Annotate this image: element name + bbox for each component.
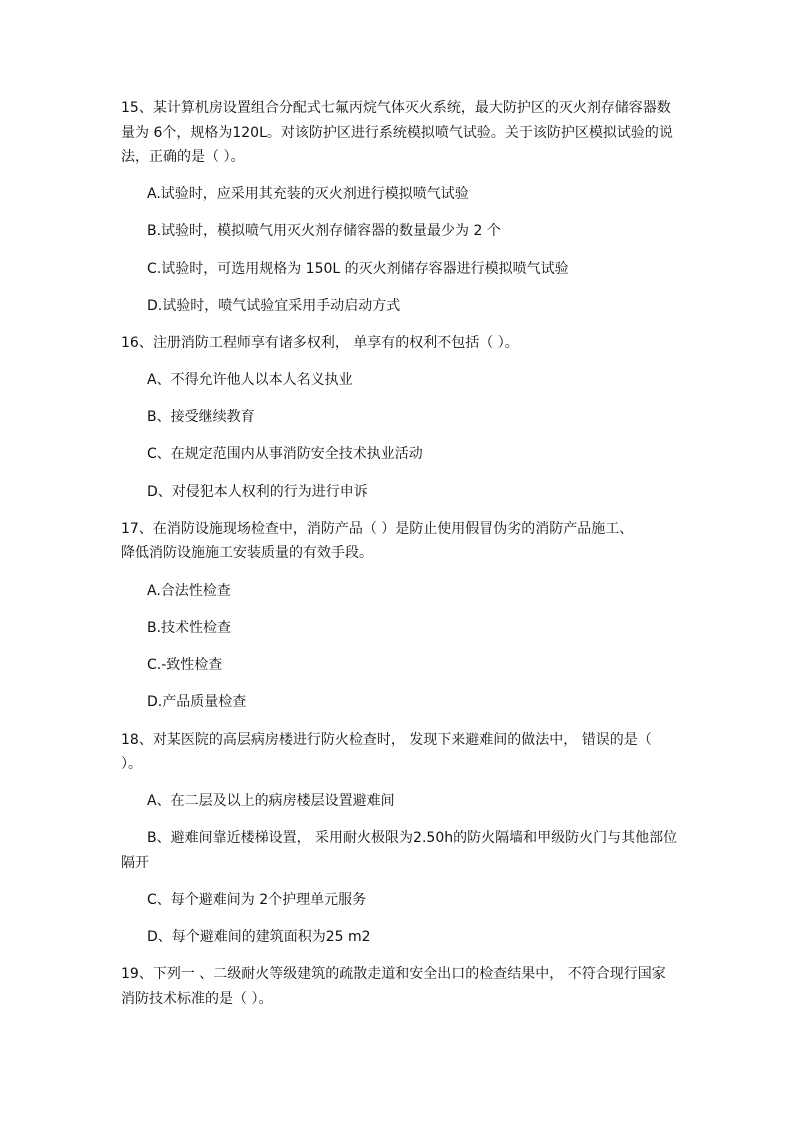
option-c: C、在规定范围内从事消防安全技术执业活动 (147, 446, 423, 462)
option-c: C、每个避难间为 2个护理单元服务 (147, 892, 367, 908)
option-b: B、接受继续教育 (147, 409, 255, 425)
question-stem-line: 15、某计算机房设置组合分配式七氟丙烷气体灭火系统，最大防护区的灭火剂存储容器数 (121, 100, 671, 116)
question-stem-line: 17、在消防设施现场检查中，消防产品（ ）是防止使用假冒伪劣的消防产品施工、 (121, 521, 634, 537)
question-stem-line: 19、下列一 、二级耐火等级建筑的疏散走道和安全出口的检查结果中， 不符合现行国家 (121, 966, 666, 982)
question-stem-line: 量为 6个，规格为120L。对该防护区进行系统模拟喷气试验。关于该防护区模拟试验的说 (121, 125, 673, 141)
option-b-continued: 隔开 (121, 855, 149, 871)
option-c: C.-致性检查 (147, 657, 223, 673)
question-stem-line: 18、对某医院的高层病房楼进行防火检查时， 发现下来避难间的做法中， 错误的是（ (121, 732, 652, 748)
option-d: D、对侵犯本人权利的行为进行申诉 (147, 484, 368, 500)
option-d: D.产品质量检查 (147, 694, 247, 710)
question-stem-line: 降低消防设施施工安装质量的有效手段。 (121, 545, 373, 561)
question-stem-line: 16、注册消防工程师享有诸多权利， 单享有的权利不包括（ ）。 (121, 335, 519, 351)
question-stem-line: ）。 (121, 756, 142, 772)
question-stem-line: 消防技术标准的是（ ）。 (121, 991, 273, 1007)
option-b: B、避难间靠近楼梯设置， 采用耐火极限为2.50h的防火隔墙和甲级防火门与其他部位 (147, 830, 678, 846)
question-stem-line: 法，正确的是（ ）。 (121, 149, 245, 165)
option-a: A.试验时，应采用其充装的灭火剂进行模拟喷气试验 (147, 186, 469, 202)
option-b: B.技术性检查 (147, 620, 232, 636)
option-a: A、在二层及以上的病房楼层设置避难间 (147, 793, 395, 809)
option-b: B.试验时，模拟喷气用灭火剂存储容器的数量最少为 2 个 (147, 223, 501, 239)
option-d: D.试验时，喷气试验宜采用手动启动方式 (147, 298, 401, 314)
option-a: A.合法性检查 (147, 583, 231, 599)
option-d: D、每个避难间的建筑面积为25 m2 (147, 929, 371, 945)
option-c: C.试验时，可选用规格为 150L 的灭火剂储存容器进行模拟喷气试验 (147, 261, 569, 277)
option-a: A、不得允许他人以本人名义执业 (147, 372, 353, 388)
